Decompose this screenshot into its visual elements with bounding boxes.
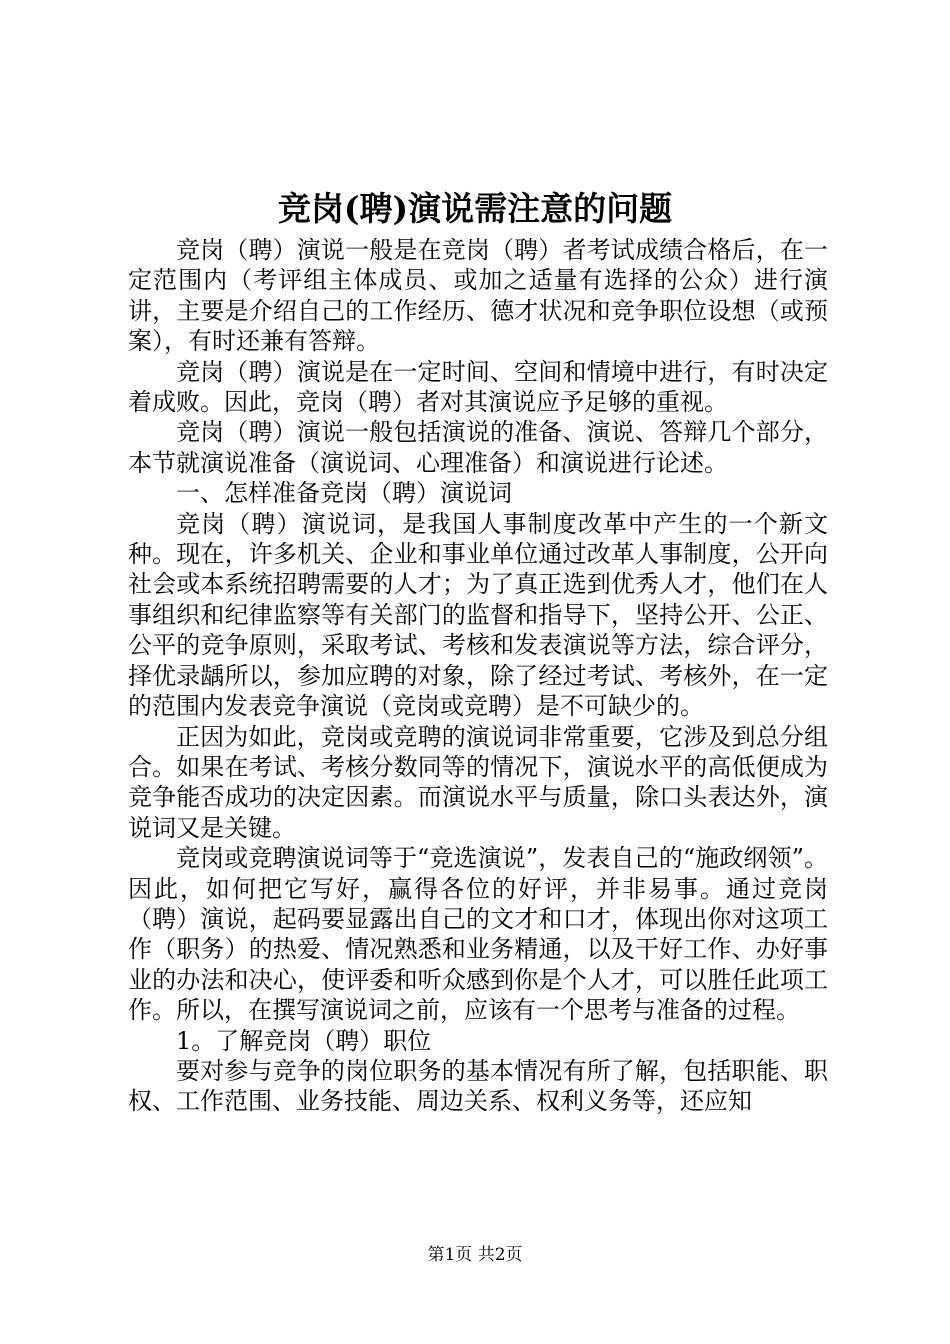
paragraph-intro: 竞岗（聘）演说一般是在竞岗（聘）者考试成绩合格后，在一定范围内（考评组主体成员、或加之适量有选择的公众）进行演讲，主要是介绍自己的工作经历、德才状况和竞争职位设想（或预案），有时还兼有答辩。 bbox=[128, 236, 828, 356]
subheading-1: 1。了解竞岗（聘）职位 bbox=[176, 1026, 432, 1055]
paragraph-scope: 竞岗（聘）演说一般包括演说的准备、演说、答辩几个部分，本节就演说准备（演说词、心理准备）和演说进行论述。 bbox=[128, 418, 828, 477]
paragraph-speech-definition: 竞岗（聘）演说词，是我国人事制度改革中产生的一个新文种。现在，许多机关、企业和事业单位通过改革人事制度，公开向社会或本系统招聘需要的人才；为了真正选到优秀人才，他们在人事组织和纪律监察等有关部门的监督和指导下，坚持公开、公正、公平的竞争原则，采取考试、考核和发表演说等方法，综合评分，择优录龋所以，参加应聘的对象，除了经过考试、考核外，在一定的范围内发表竞争演说（竞岗或竞聘）是不可缺少的。 bbox=[128, 509, 828, 721]
paragraph-speech-significance: 正因为如此，竞岗或竞聘的演说词非常重要，它涉及到总分组合。如果在考试、考核分数同等的情况下，演说水平的高低便成为竞争能否成功的决定因素。而演说水平与质量，除口头表达外，演说词又是关键。 bbox=[128, 722, 828, 842]
page-number: 第1页 共2页 bbox=[427, 1245, 523, 1265]
paragraph-speech-writing: 竞岗或竞聘演说词等于“竞选演说”，发表自己的“施政纲领”。因此，如何把它写好，赢得各位的好评，并非易事。通过竞岗（聘）演说，起码要显露出自己的文才和口才，体现出你对这项工作（职务）的热爱、情况熟悉和业务精通，以及干好工作、办好事业的办法和决心，使评委和听众感到你是个人才，可以胜任此项工作。所以，在撰写演说词之前，应该有一个思考与准备的过程。 bbox=[128, 844, 828, 1025]
paragraph-position-understanding: 要对参与竞争的岗位职务的基本情况有所了解，包括职能、职权、工作范围、业务技能、周边关系、权利义务等，还应知 bbox=[128, 1056, 828, 1116]
document-title: 竞岗(聘)演说需注意的问题 bbox=[277, 189, 673, 228]
paragraph-importance: 竞岗（聘）演说是在一定时间、空间和情境中进行，有时决定着成败。因此，竞岗（聘）者对其演说应予足够的重视。 bbox=[128, 357, 828, 417]
section-heading-1: 一、怎样准备竞岗（聘）演说词 bbox=[176, 479, 512, 508]
document-body bbox=[128, 235, 828, 1117]
